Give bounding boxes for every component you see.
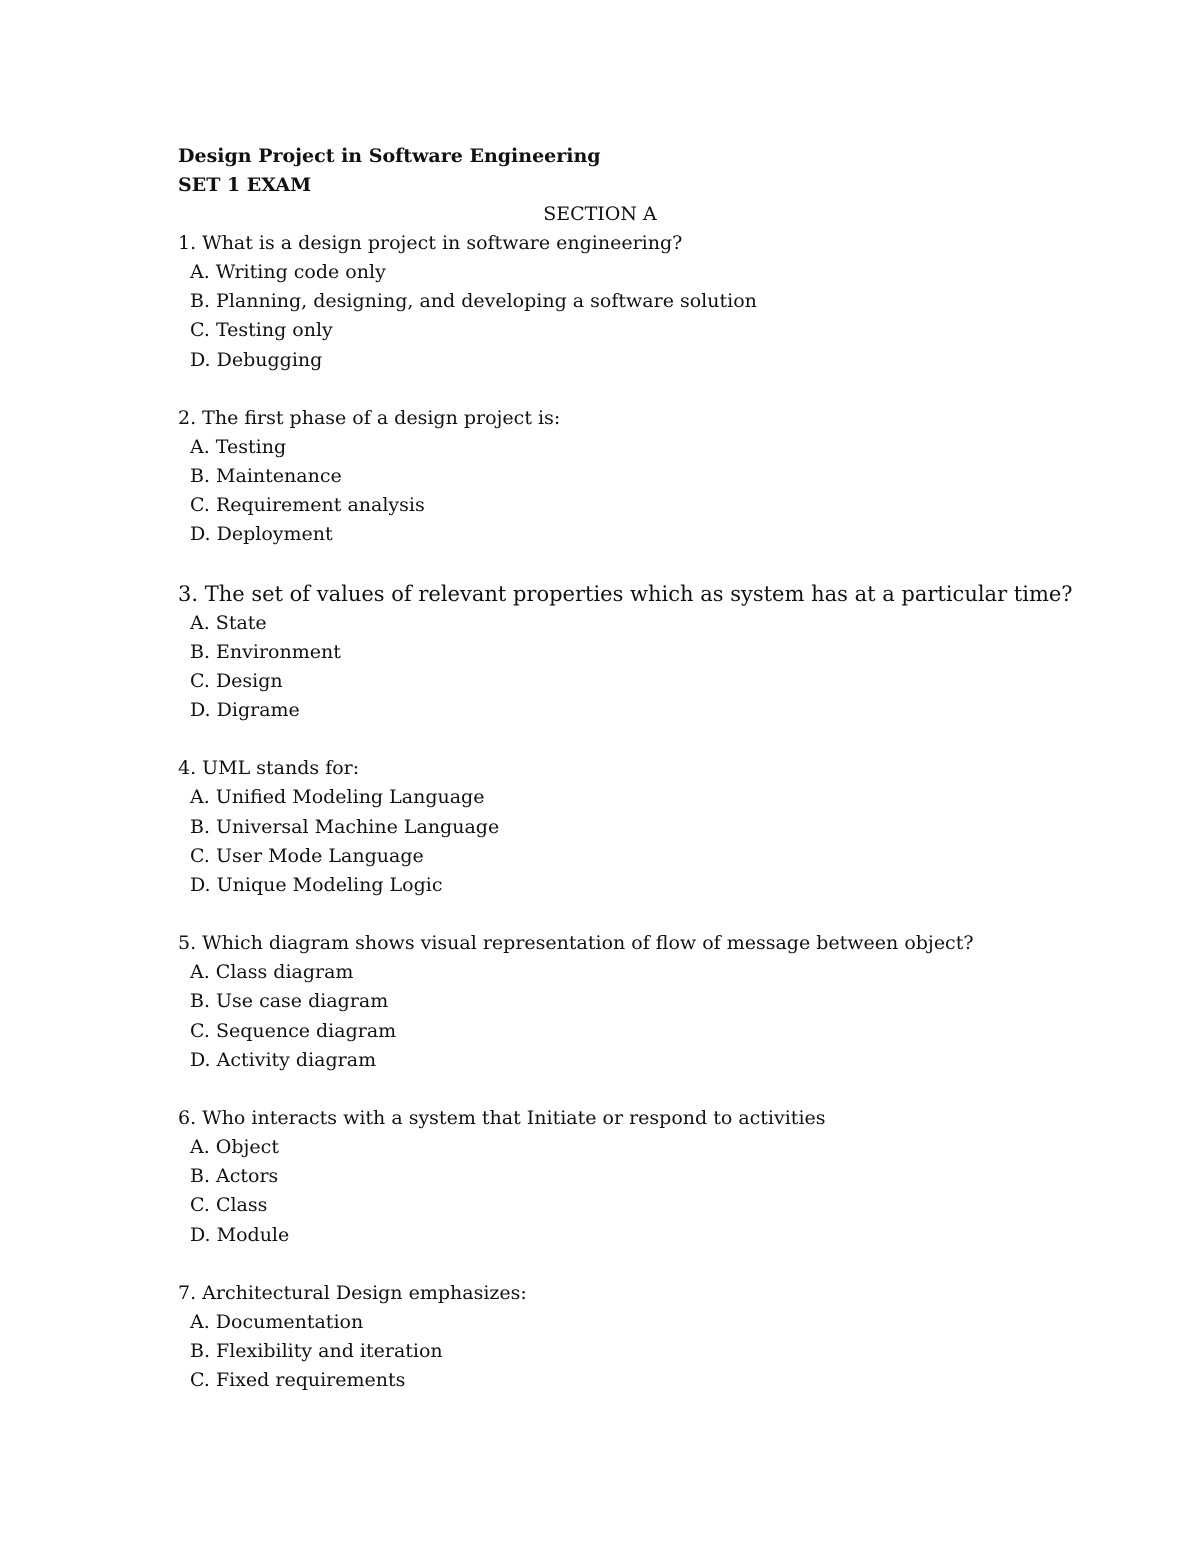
question-text: 5. Which diagram shows visual representation of flow of message between object?: [178, 932, 974, 955]
document-subtitle: SET 1 EXAM: [178, 174, 312, 196]
option-b: B. Actors: [190, 1165, 279, 1188]
section-heading: SECTION A: [543, 203, 657, 225]
question-6: [178, 1104, 1078, 1250]
option-a: A. State: [190, 611, 267, 634]
option-c: C. User Mode Language: [190, 844, 424, 867]
option-a: A. Documentation: [190, 1310, 364, 1333]
question-text: 4. UML stands for:: [178, 757, 360, 780]
option-c: C. Fixed requirements: [190, 1369, 406, 1392]
option-b: B. Maintenance: [190, 465, 342, 488]
option-a: A. Testing: [190, 435, 287, 458]
option-d: D. Activity diagram: [190, 1048, 377, 1071]
option-c: C. Sequence diagram: [190, 1019, 397, 1042]
option-d: D. Deployment: [190, 523, 333, 546]
question-text: 6. Who interacts with a system that Initiate or respond to activities: [178, 1107, 826, 1130]
question-1: [178, 229, 1078, 375]
option-b: B. Flexibility and iteration: [190, 1340, 443, 1363]
document-title: Design Project in Software Engineering: [178, 145, 601, 167]
question-4: [178, 754, 1078, 900]
option-b: B. Use case diagram: [190, 990, 389, 1013]
option-b: B. Planning, designing, and developing a software solution: [190, 290, 757, 313]
option-a: A. Writing code only: [190, 261, 386, 283]
question-5: [178, 929, 1078, 1075]
question-text: 7. Architectural Design emphasizes:: [178, 1281, 527, 1304]
question-3: [178, 579, 1078, 726]
option-a: A. Class diagram: [190, 961, 354, 984]
option-b: B. Environment: [190, 640, 341, 663]
question-list: [178, 229, 1078, 1424]
option-c: C. Class: [190, 1194, 268, 1217]
question-2: [178, 404, 1078, 550]
option-c: C. Design: [190, 670, 283, 693]
option-d: D. Module: [190, 1223, 290, 1246]
document-header: [178, 142, 1078, 200]
option-c: C. Requirement analysis: [190, 494, 425, 517]
question-text: 3. The set of values of relevant properties which as system has at a particular time?: [178, 581, 1073, 606]
option-d: D. Digrame: [190, 699, 300, 722]
option-b: B. Universal Machine Language: [190, 815, 500, 838]
question-text: 2. The first phase of a design project is:: [178, 406, 561, 429]
option-c: C. Testing only: [190, 319, 333, 342]
question-text: 1. What is a design project in software engineering?: [178, 232, 683, 254]
question-7: [178, 1279, 1078, 1396]
option-a: A. Object: [190, 1136, 279, 1159]
option-d: D. Debugging: [190, 348, 323, 371]
option-d: D. Unique Modeling Logic: [190, 874, 443, 897]
option-a: A. Unified Modeling Language: [190, 786, 485, 809]
